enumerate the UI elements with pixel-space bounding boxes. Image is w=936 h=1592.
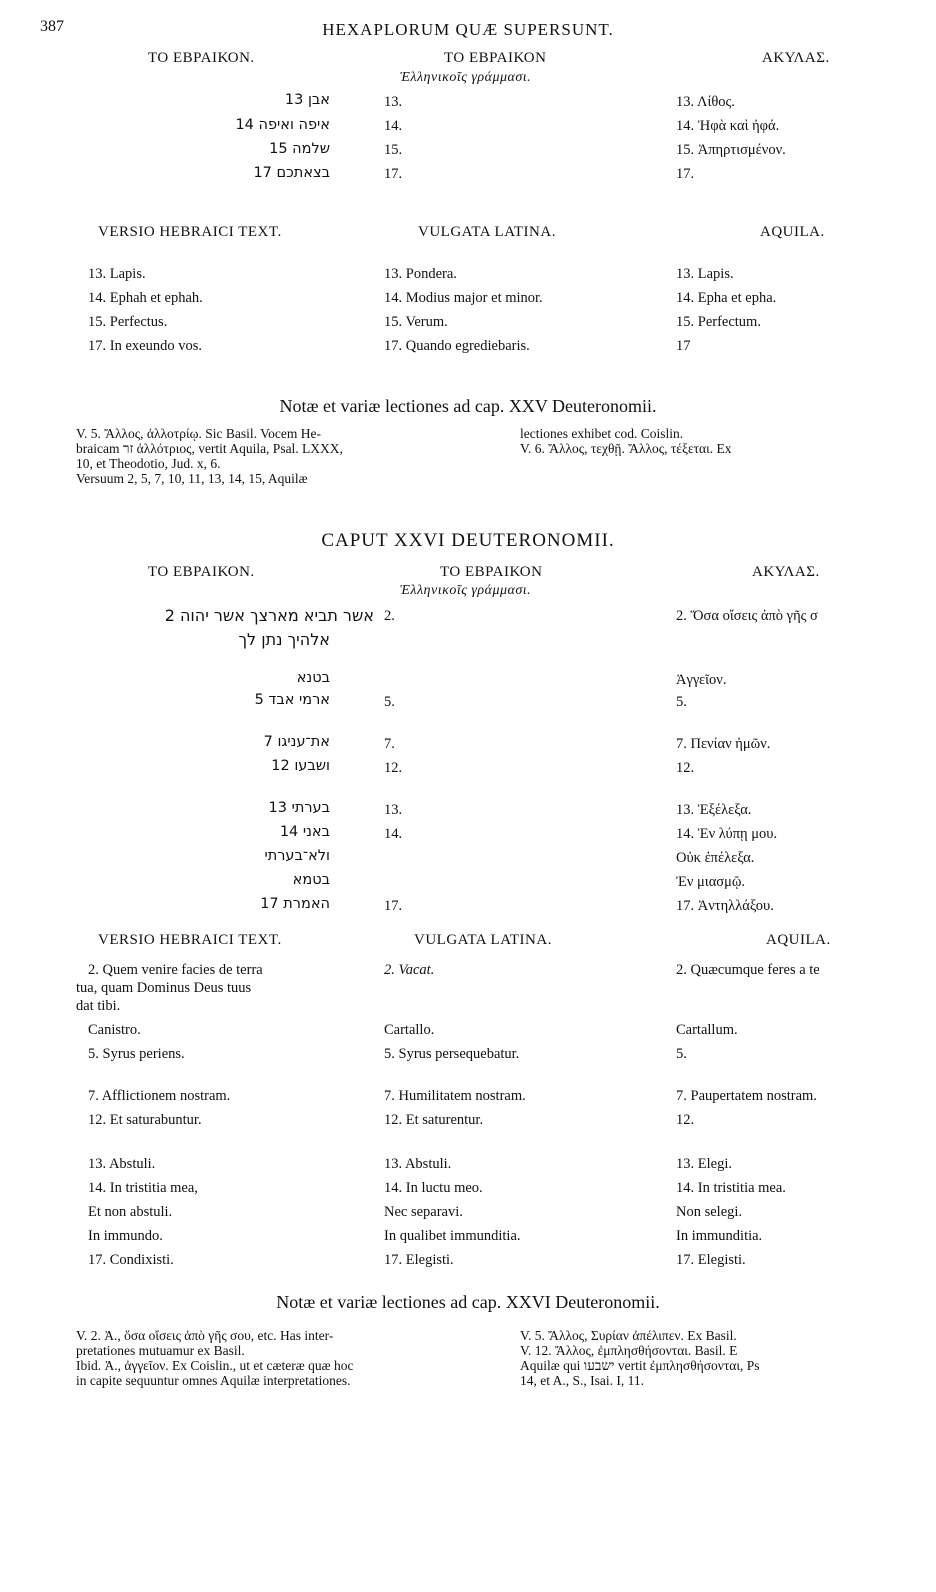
aquila-line: 7. Πενίαν ἡμῶν.: [676, 736, 771, 752]
vulgata-line: 13. Abstuli.: [384, 1156, 452, 1172]
aquila-line: 12.: [676, 760, 695, 776]
hebrew-line: בטנא: [296, 670, 330, 686]
aquila-latin-line: 2. Quæcumque feres a te: [676, 962, 820, 978]
vulgata-line: 12. Et saturentur.: [384, 1112, 484, 1128]
hebrew-line: בערתי 13: [268, 800, 330, 816]
col-head-aquila-latin: AQUILA.: [760, 224, 825, 240]
translit-line: 13.: [384, 94, 403, 110]
col-head-aquila: ΑΚΥΛΑΣ.: [752, 564, 820, 580]
vulgata-line: 7. Humilitatem nostram.: [384, 1088, 526, 1104]
vulgata-line: 2. Vacat.: [384, 962, 435, 978]
vulgata-line: Nec separavi.: [384, 1204, 463, 1220]
aquila-line: 17. Ἀντηλλάξου.: [676, 898, 774, 914]
versio-line: 13. Lapis.: [88, 266, 146, 282]
aquila-line: 17.: [676, 166, 695, 182]
page-number: 387: [40, 18, 64, 35]
notes-xxv-right: lectiones exhibet cod. Coislin. V. 6. Ἄλλος, τεχθῇ. Ἄλλος, τέξεται. Ex: [520, 426, 732, 456]
notes-xxvi-right: V. 5. Ἄλλος, Συρίαν ἀπέλιπεν. Ex Basil. V. 12. Ἄλλος, ἐμπλησθήσονται. Basil. E Aquilæ qui ישבעו vertit ἐμπλησθήσονται, Ps 14, et A., S., Isai. I, 11.: [520, 1328, 760, 1388]
aquila-latin-line: 13. Lapis.: [676, 266, 734, 282]
col-head-versio: VERSIO HEBRAICI TEXT.: [98, 932, 282, 948]
notes-title-xxv: Notæ et variæ lectiones ad cap. XXV Deuteronomii.: [279, 396, 657, 416]
translit-line: 12.: [384, 760, 403, 776]
translit-line: 14.: [384, 826, 403, 842]
hebrew-line: את־עניגו 7: [263, 734, 330, 750]
col-head-translit: ΤΟ ΕΒΡΑΙΚΟΝ: [440, 564, 543, 580]
vulgata-line: 5. Syrus persequebatur.: [384, 1046, 520, 1062]
aquila-line: 15. Ἀπηρτισμένον.: [676, 142, 786, 158]
versio-line: dat tibi.: [76, 998, 121, 1014]
notes-title-xxvi: Notæ et variæ lectiones ad cap. XXVI Deuteronomii.: [276, 1292, 660, 1312]
versio-line: 12. Et saturabuntur.: [88, 1112, 202, 1128]
versio-line: 13. Abstuli.: [88, 1156, 156, 1172]
vulgata-line: 14. In luctu meo.: [384, 1180, 483, 1196]
aquila-latin-line: 17. Elegisti.: [676, 1252, 746, 1268]
versio-line: 17. In exeundo vos.: [88, 338, 202, 354]
vulgata-line: 17. Quando egrediebaris.: [384, 338, 530, 354]
translit-line: 14.: [384, 118, 403, 134]
col-head-versio: VERSIO HEBRAICI TEXT.: [98, 224, 282, 240]
caput-heading: CAPUT XXVI DEUTERONOMII.: [321, 530, 615, 551]
translit-line: 7.: [384, 736, 395, 752]
versio-line: Canistro.: [88, 1022, 141, 1038]
hebrew-line: ושבעו 12: [271, 758, 330, 774]
versio-line: tua, quam Dominus Deus tuus: [76, 980, 252, 996]
aquila-latin-line: 17: [676, 338, 691, 354]
translit-line: 5.: [384, 694, 395, 710]
aquila-line: 2. Ὅσα οἴσεις ἀπὸ γῆς σ: [676, 608, 818, 624]
versio-line: In immundo.: [88, 1228, 163, 1244]
aquila-line: 5.: [676, 694, 687, 710]
vulgata-line: In qualibet immunditia.: [384, 1228, 521, 1244]
translit-line: 17.: [384, 898, 403, 914]
hebrew-line: אשר תביא מארצך אשר יהוה 2: [164, 606, 374, 625]
translit-line: 2.: [384, 608, 395, 624]
hebrew-line: בצאתכם 17: [253, 165, 330, 181]
hebrew-line: אלהיך נתן לך: [238, 630, 330, 649]
hebrew-line: ארמי אבד 5: [254, 692, 330, 708]
aquila-line: Ἀγγεῖον.: [676, 672, 727, 688]
versio-line: Et non abstuli.: [88, 1204, 173, 1220]
vulgata-line: 14. Modius major et minor.: [384, 290, 543, 306]
aquila-latin-line: 13. Elegi.: [676, 1156, 732, 1172]
versio-line: 15. Perfectus.: [88, 314, 168, 330]
aquila-line: Ἐν μιασμῷ.: [676, 874, 746, 890]
hebrew-line: האמרת 17: [260, 896, 330, 912]
hebrew-line: באני 14: [279, 824, 330, 840]
aquila-latin-line: In immunditia.: [676, 1228, 763, 1244]
aquila-latin-line: 14. Epha et epha.: [676, 290, 777, 306]
hebrew-line: בטמא: [292, 872, 330, 888]
aquila-latin-line: Non selegi.: [676, 1204, 743, 1220]
running-head: HEXAPLORUM QUÆ SUPERSUNT.: [322, 20, 614, 39]
hebrew-line: איפה ואיפה 14: [235, 117, 330, 133]
vulgata-line: 15. Verum.: [384, 314, 448, 330]
aquila-latin-line: 14. In tristitia mea.: [676, 1180, 786, 1196]
aquila-line: 14. Ἠφὰ καὶ ἠφά.: [676, 118, 780, 134]
notes-xxvi-left: V. 2. Ἀ., ὅσα οἴσεις ἀπὸ γῆς σου, etc. Has inter- pretationes mutuamur ex Basil. Ibid. Ἀ., ἀγγεῖον. Ex Coislin., ut et cæteræ quæ hoc in capite sequuntur omnes Aquilæ interpretationes.: [76, 1328, 354, 1388]
versio-line: 17. Condixisti.: [88, 1252, 174, 1268]
aquila-line: 13. Λίθος.: [676, 94, 735, 110]
col-subhead-greek-letters: Ἑλληνικοῖς γράμμασι.: [400, 583, 532, 598]
translit-line: 13.: [384, 802, 403, 818]
versio-line: 14. In tristitia mea,: [88, 1180, 198, 1196]
translit-line: 17.: [384, 166, 403, 182]
versio-line: 2. Quem venire facies de terra: [88, 962, 263, 978]
col-head-aquila-latin: AQUILA.: [766, 932, 831, 948]
vulgata-line: 13. Pondera.: [384, 266, 457, 282]
aquila-latin-line: 5.: [676, 1046, 687, 1062]
col-head-translit: ΤΟ ΕΒΡΑΙΚΟΝ: [444, 50, 547, 66]
aquila-latin-line: 7. Paupertatem nostram.: [676, 1088, 817, 1104]
aquila-latin-line: 15. Perfectum.: [676, 314, 761, 330]
versio-line: 14. Ephah et ephah.: [88, 290, 203, 306]
col-head-vulgata: VULGATA LATINA.: [418, 224, 556, 240]
vulgata-line: 17. Elegisti.: [384, 1252, 454, 1268]
aquila-latin-line: Cartallum.: [676, 1022, 738, 1038]
translit-line: 15.: [384, 142, 403, 158]
col-subhead-greek-letters: Ἑλληνικοῖς γράμμασι.: [400, 70, 532, 85]
col-head-aquila: ΑΚΥΛΑΣ.: [762, 50, 830, 66]
aquila-latin-line: 12.: [676, 1112, 695, 1128]
hebrew-line: אבן 13: [284, 92, 330, 108]
col-head-hebrew: ΤΟ ΕΒΡΑΙΚΟΝ.: [148, 564, 255, 580]
hebrew-line: שלמה 15: [269, 141, 330, 157]
versio-line: 5. Syrus periens.: [88, 1046, 185, 1062]
versio-line: 7. Afflictionem nostram.: [88, 1088, 231, 1104]
aquila-line: 14. Ἐν λύπῃ μου.: [676, 826, 778, 842]
col-head-vulgata: VULGATA LATINA.: [414, 932, 552, 948]
aquila-line: 13. Ἐξέλεξα.: [676, 802, 752, 818]
vulgata-line: Cartallo.: [384, 1022, 435, 1038]
hebrew-line: ולא־בערתי: [264, 848, 330, 864]
notes-xxv-left: V. 5. Ἄλλος, ἀλλοτρίῳ. Sic Basil. Vocem He- braicam זר ἀλλότριος, vertit Aquila, Psal. LXXX, 10, et Theodotio, Jud. x, 6. Versuum 2, 5, 7, 10, 11, 13, 14, 15, Aquilæ: [76, 426, 343, 486]
aquila-line: Οὐκ ἐπέλεξα.: [676, 850, 755, 866]
col-head-hebrew: ΤΟ ΕΒΡΑΙΚΟΝ.: [148, 50, 255, 66]
